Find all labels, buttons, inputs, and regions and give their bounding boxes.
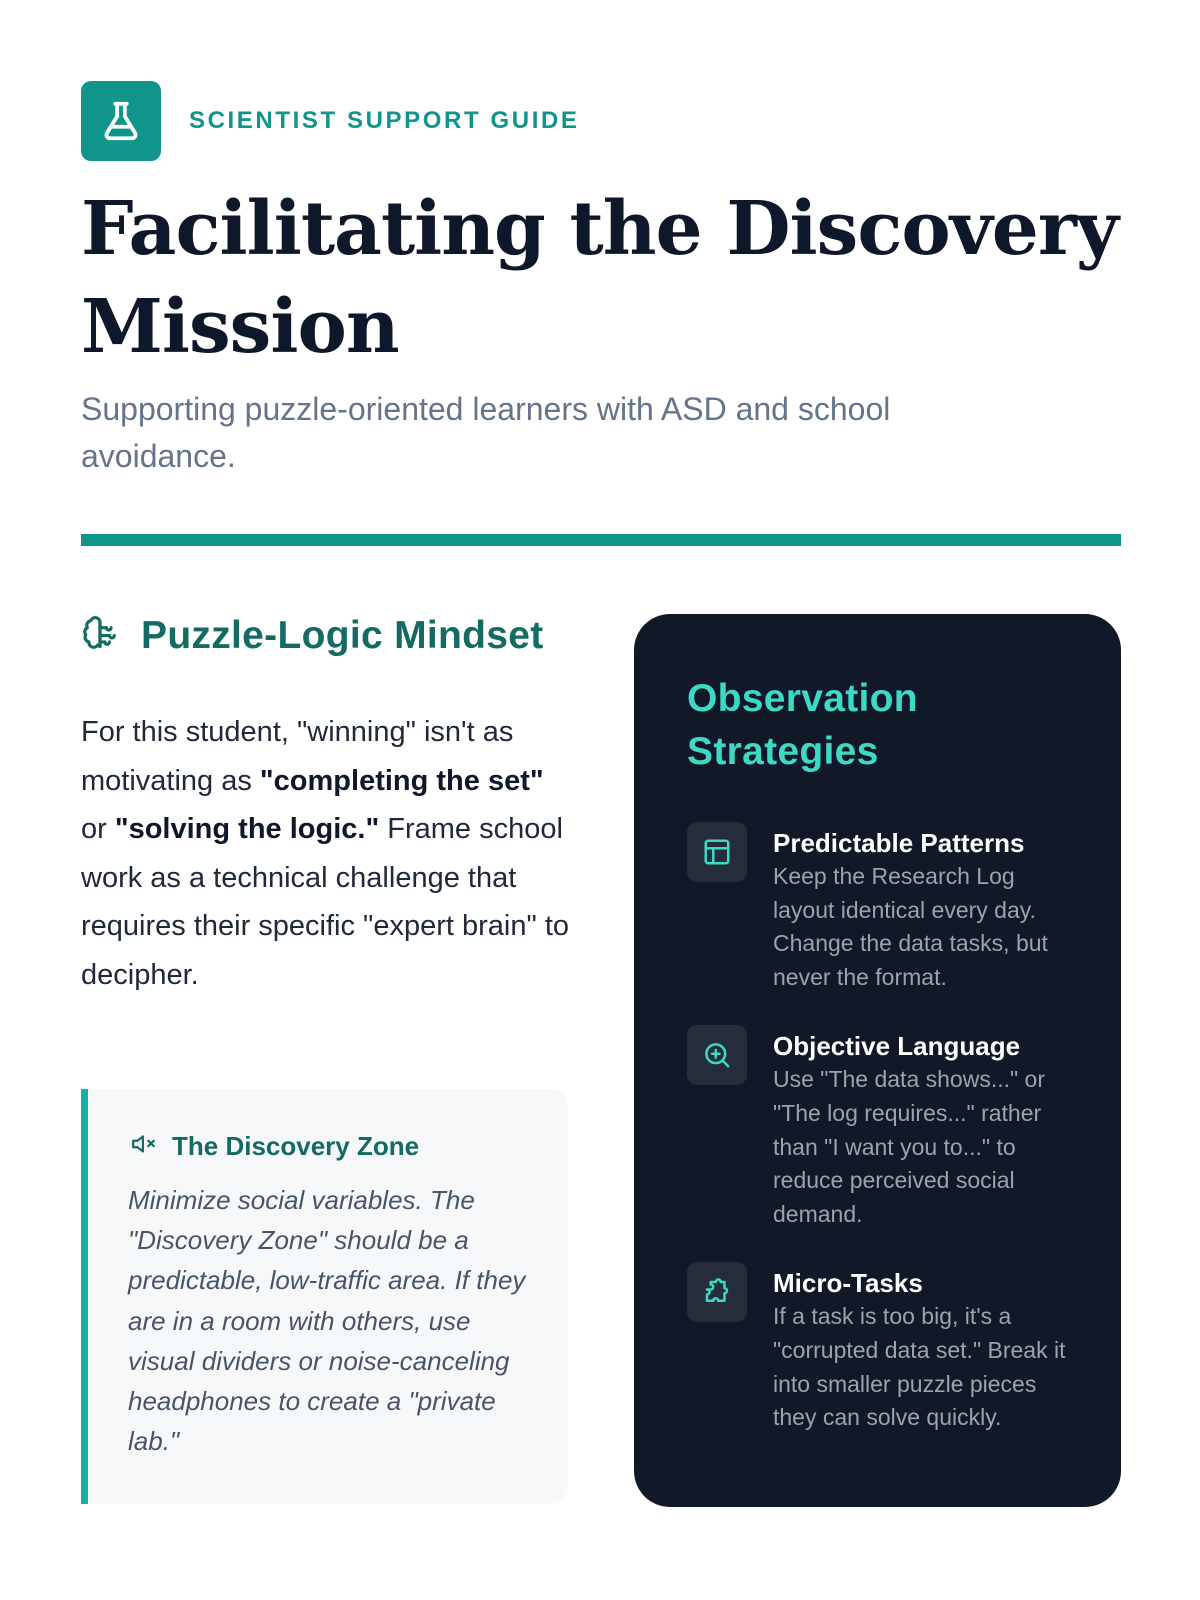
page-subtitle: Supporting puzzle-oriented learners with ASD and school avoidance. xyxy=(81,391,891,474)
callout-text: Minimize social variables. The "Discovery Zone" should be a predictable, low-traffic area. If they are in a room with others, use visual dividers or noise-canceling headphones to create a "private lab." xyxy=(128,1185,526,1457)
page xyxy=(81,0,1121,1600)
header-divider xyxy=(81,534,1121,546)
brain-icon xyxy=(81,615,119,658)
strategy-item xyxy=(687,1262,1081,1434)
strategy-text: Keep the Research Log layout identical every day. Change the data tasks, but never the format. xyxy=(773,863,1048,990)
strategy-item xyxy=(687,1025,1081,1231)
discovery-zone-callout xyxy=(81,1089,568,1504)
strategy-item xyxy=(687,822,1081,994)
strategy-title: Micro-Tasks xyxy=(773,1268,923,1299)
brand-label: SCIENTIST SUPPORT GUIDE xyxy=(189,106,580,134)
callout-heading: The Discovery Zone xyxy=(172,1131,420,1161)
mindset-heading: Puzzle-Logic Mindset xyxy=(141,614,544,657)
page-title: Facilitating the Discovery Mission xyxy=(81,186,1118,370)
observation-heading: Observation Strategies xyxy=(687,677,918,773)
layout-icon xyxy=(687,822,747,882)
observation-strategies-card xyxy=(634,614,1121,1507)
mindset-section-header xyxy=(81,614,544,658)
volume-mute-icon xyxy=(128,1131,160,1162)
flask-icon xyxy=(81,81,161,161)
strategy-text: If a task is too big, it's a "corrupted data set." Break it into smaller puzzle pieces they can solve quickly. xyxy=(773,1303,1066,1431)
mindset-text: For this student, "winning" isn't as motivating as "completing the set" or "solving the logic." Frame school work as a technical challenge that requires their specific "expert brain" to decipher. xyxy=(81,716,570,991)
puzzle-icon xyxy=(687,1262,747,1322)
brand-header xyxy=(81,80,580,161)
zoom-in-icon xyxy=(687,1025,747,1085)
strategy-title: Objective Language xyxy=(773,1031,1021,1062)
strategy-text: Use "The data shows..." or "The log requires..." rather than "I want you to..." to reduce perceived social demand. xyxy=(773,1066,1046,1227)
strategy-title: Predictable Patterns xyxy=(773,828,1025,858)
